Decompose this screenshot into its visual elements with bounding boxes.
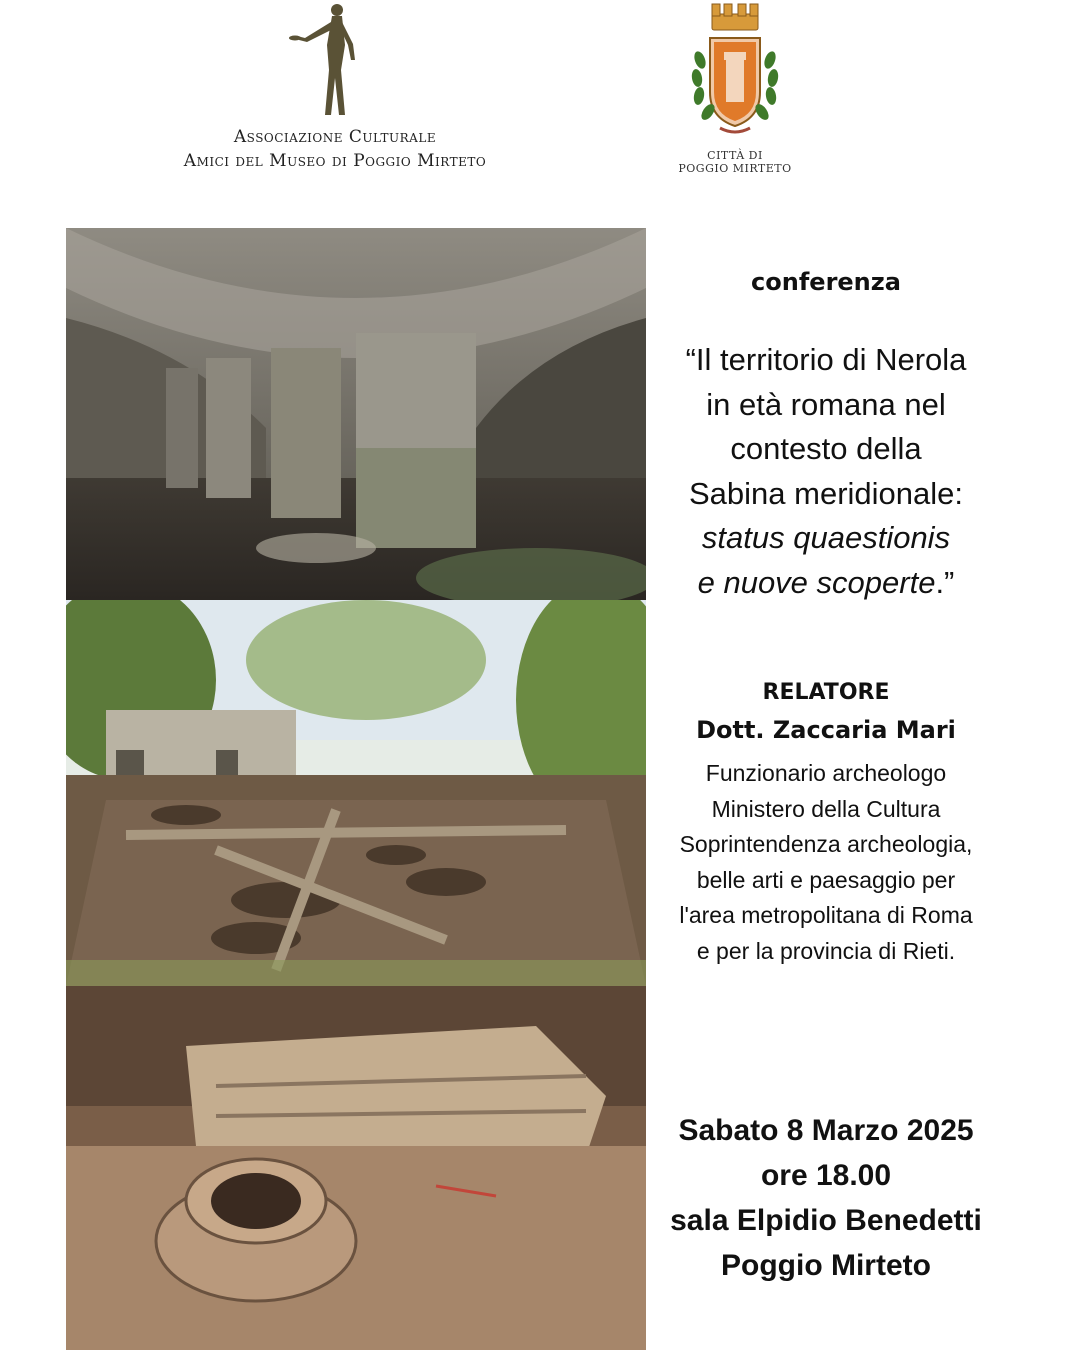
photo-roman-cistern [66,228,646,600]
photo-dolium-jar [66,986,646,1350]
photo-excavation-site [66,600,646,986]
event-type: conferenza [751,268,901,296]
title-line-italic: status quaestionis [701,520,951,555]
city-crest-icon [670,0,800,145]
event-venue: sala Elpidio Benedetti [670,1204,982,1237]
event-town: Poggio Mirteto [721,1249,931,1282]
affiliation-line: e per la provincia di Rieti. [696,937,956,964]
association-name-line-1: Associazione Culturale [233,127,437,147]
bronze-statuette-icon [275,0,395,125]
speaker-name: Dott. Zaccaria Mari [696,716,956,744]
speaker-label: RELATORE [762,680,890,705]
speaker-affiliation [646,756,1006,969]
city-logo [660,0,810,200]
city-name-line-2: POGGIO MIRTETO [678,162,792,175]
event-details [646,1108,1006,1288]
title-line: in età romana nel [706,386,946,422]
association-logo [150,0,520,200]
title-line: contesto della [730,431,922,466]
title-close-quote: .” [935,564,955,600]
city-name-line-1: CITTÀ DI [707,149,763,162]
association-name-line-2: Amici del Museo di Poggio Mirteto [183,151,487,171]
title-line: “Il territorio di Nerola [685,342,967,377]
event-time: ore 18.00 [760,1159,892,1192]
title-line: Sabina meridionale: [688,475,963,511]
affiliation-line: belle arti e paesaggio per [696,866,956,893]
affiliation-line: Soprintendenza archeologia, [679,831,973,857]
event-date: Sabato 8 Marzo 2025 [678,1114,974,1147]
affiliation-line: l'area metropolitana di Roma [679,902,973,928]
affiliation-line: Ministero della Cultura [711,795,941,822]
affiliation-line: Funzionario archeologo [705,760,947,786]
title-line-italic: e nuove scoperte [697,564,936,600]
conference-title [646,338,1006,605]
